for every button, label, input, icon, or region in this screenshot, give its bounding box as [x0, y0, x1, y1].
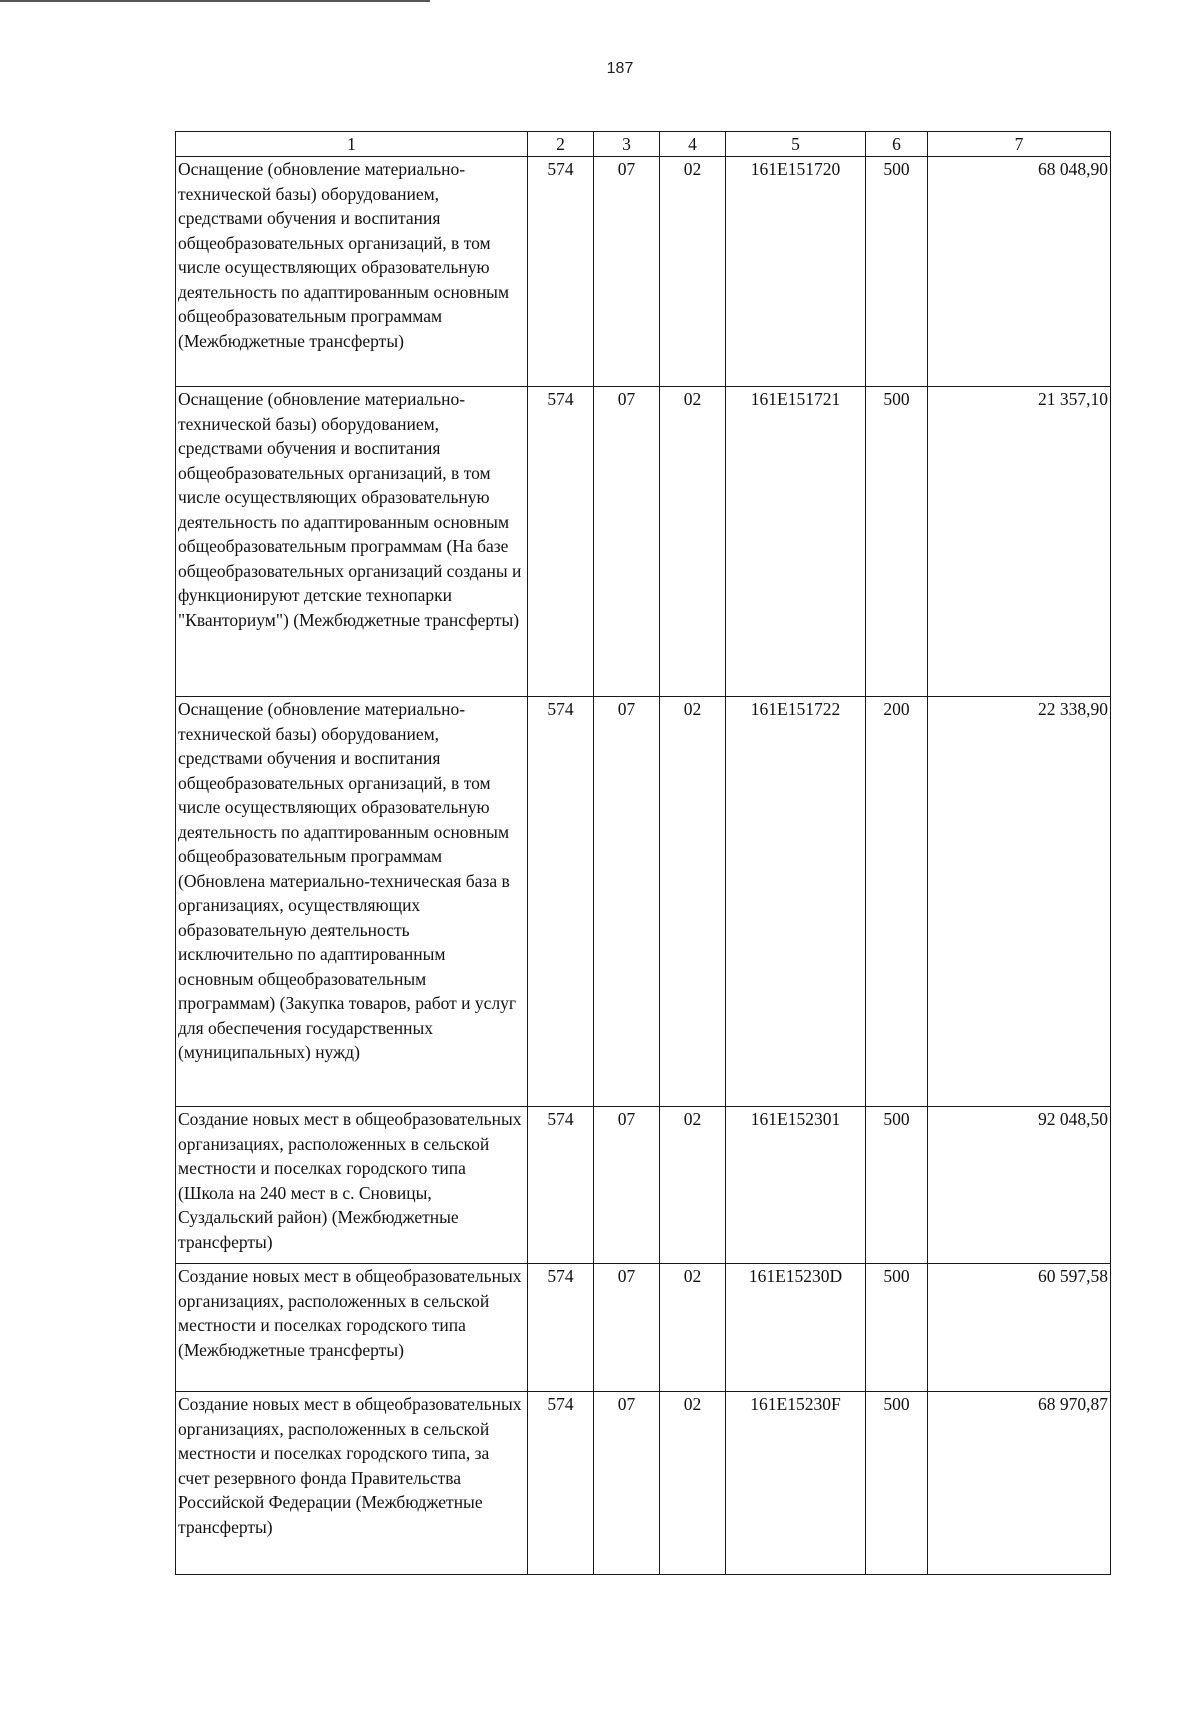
row-description: Создание новых мест в общеобразовательных организациях, расположенных в сельской местности и поселках городского типа (Межбюджетные трансферты) [176, 1264, 528, 1392]
table-row [176, 1264, 1111, 1392]
header-cell-2: 2 [528, 132, 594, 157]
row-col5: 161E15230D [726, 1264, 866, 1392]
table-row [176, 1392, 1111, 1575]
row-col2: 574 [528, 387, 594, 697]
table-row [176, 387, 1111, 697]
row-col5: 161E152301 [726, 1107, 866, 1264]
row-col3: 07 [594, 1107, 660, 1264]
header-cell-7: 7 [928, 132, 1111, 157]
table-row [176, 697, 1111, 1107]
header-cell-6: 6 [866, 132, 928, 157]
row-col2: 574 [528, 157, 594, 387]
table-row [176, 1107, 1111, 1264]
row-col4: 02 [660, 1107, 726, 1264]
row-amount: 68 970,87 [928, 1392, 1111, 1575]
row-col5: 161E151722 [726, 697, 866, 1107]
row-col6: 200 [866, 697, 928, 1107]
row-amount: 60 597,58 [928, 1264, 1111, 1392]
header-cell-3: 3 [594, 132, 660, 157]
row-description: Оснащение (обновление материально-технической базы) оборудованием, средствами обучения и воспитания общеобразовательных организаций, в том числе осуществляющих образовательную деятельность по адаптированным основным общеобразовательным программам (На базе общеобразовательных организаций созданы и функционируют детские технопарки "Кванториум") (Межбюджетные трансферты) [176, 387, 528, 697]
header-cell-1: 1 [176, 132, 528, 157]
row-col2: 574 [528, 1107, 594, 1264]
row-col4: 02 [660, 1264, 726, 1392]
row-col3: 07 [594, 1264, 660, 1392]
row-col6: 500 [866, 387, 928, 697]
page-number: 187 [606, 60, 634, 77]
row-col5: 161E151721 [726, 387, 866, 697]
row-col2: 574 [528, 1392, 594, 1575]
row-col4: 02 [660, 387, 726, 697]
row-col2: 574 [528, 1264, 594, 1392]
row-description: Оснащение (обновление материально-технической базы) оборудованием, средствами обучения и воспитания общеобразовательных организаций, в том числе осуществляющих образовательную деятельность по адаптированным основным общеобразовательным программам (Обновлена материально-техническая база в организациях, осуществляющих образовательную деятельность исключительно по адаптированным основным общеобразовательным программам) (Закупка товаров, работ и услуг для обеспечения государственных (муниципальных) нужд) [176, 697, 528, 1107]
row-col3: 07 [594, 1392, 660, 1575]
row-col6: 500 [866, 157, 928, 387]
row-amount: 22 338,90 [928, 697, 1111, 1107]
row-col3: 07 [594, 387, 660, 697]
row-amount: 92 048,50 [928, 1107, 1111, 1264]
row-description: Создание новых мест в общеобразовательных организациях, расположенных в сельской местности и поселках городского типа (Школа на 240 мест в с. Сновицы, Суздальский район) (Межбюджетные трансферты) [176, 1107, 528, 1264]
row-col4: 02 [660, 157, 726, 387]
scan-edge-line [0, 0, 430, 2]
header-cell-4: 4 [660, 132, 726, 157]
row-amount: 21 357,10 [928, 387, 1111, 697]
row-col3: 07 [594, 697, 660, 1107]
row-col4: 02 [660, 697, 726, 1107]
row-col5: 161E151720 [726, 157, 866, 387]
row-col6: 500 [866, 1392, 928, 1575]
row-description: Оснащение (обновление материально-технической базы) оборудованием, средствами обучения и воспитания общеобразовательных организаций, в том числе осуществляющих образовательную деятельность по адаптированным основным общеобразовательным программам (Межбюджетные трансферты) [176, 157, 528, 387]
row-col6: 500 [866, 1264, 928, 1392]
row-col2: 574 [528, 697, 594, 1107]
row-amount: 68 048,90 [928, 157, 1111, 387]
table-row [176, 157, 1111, 387]
row-col3: 07 [594, 157, 660, 387]
row-col5: 161E15230F [726, 1392, 866, 1575]
budget-table [175, 131, 1111, 1575]
row-col6: 500 [866, 1107, 928, 1264]
header-cell-5: 5 [726, 132, 866, 157]
header-row [176, 132, 1111, 157]
row-description: Создание новых мест в общеобразовательных организациях, расположенных в сельской местности и поселках городского типа, за счет резервного фонда Правительства Российской Федерации (Межбюджетные трансферты) [176, 1392, 528, 1575]
row-col4: 02 [660, 1392, 726, 1575]
